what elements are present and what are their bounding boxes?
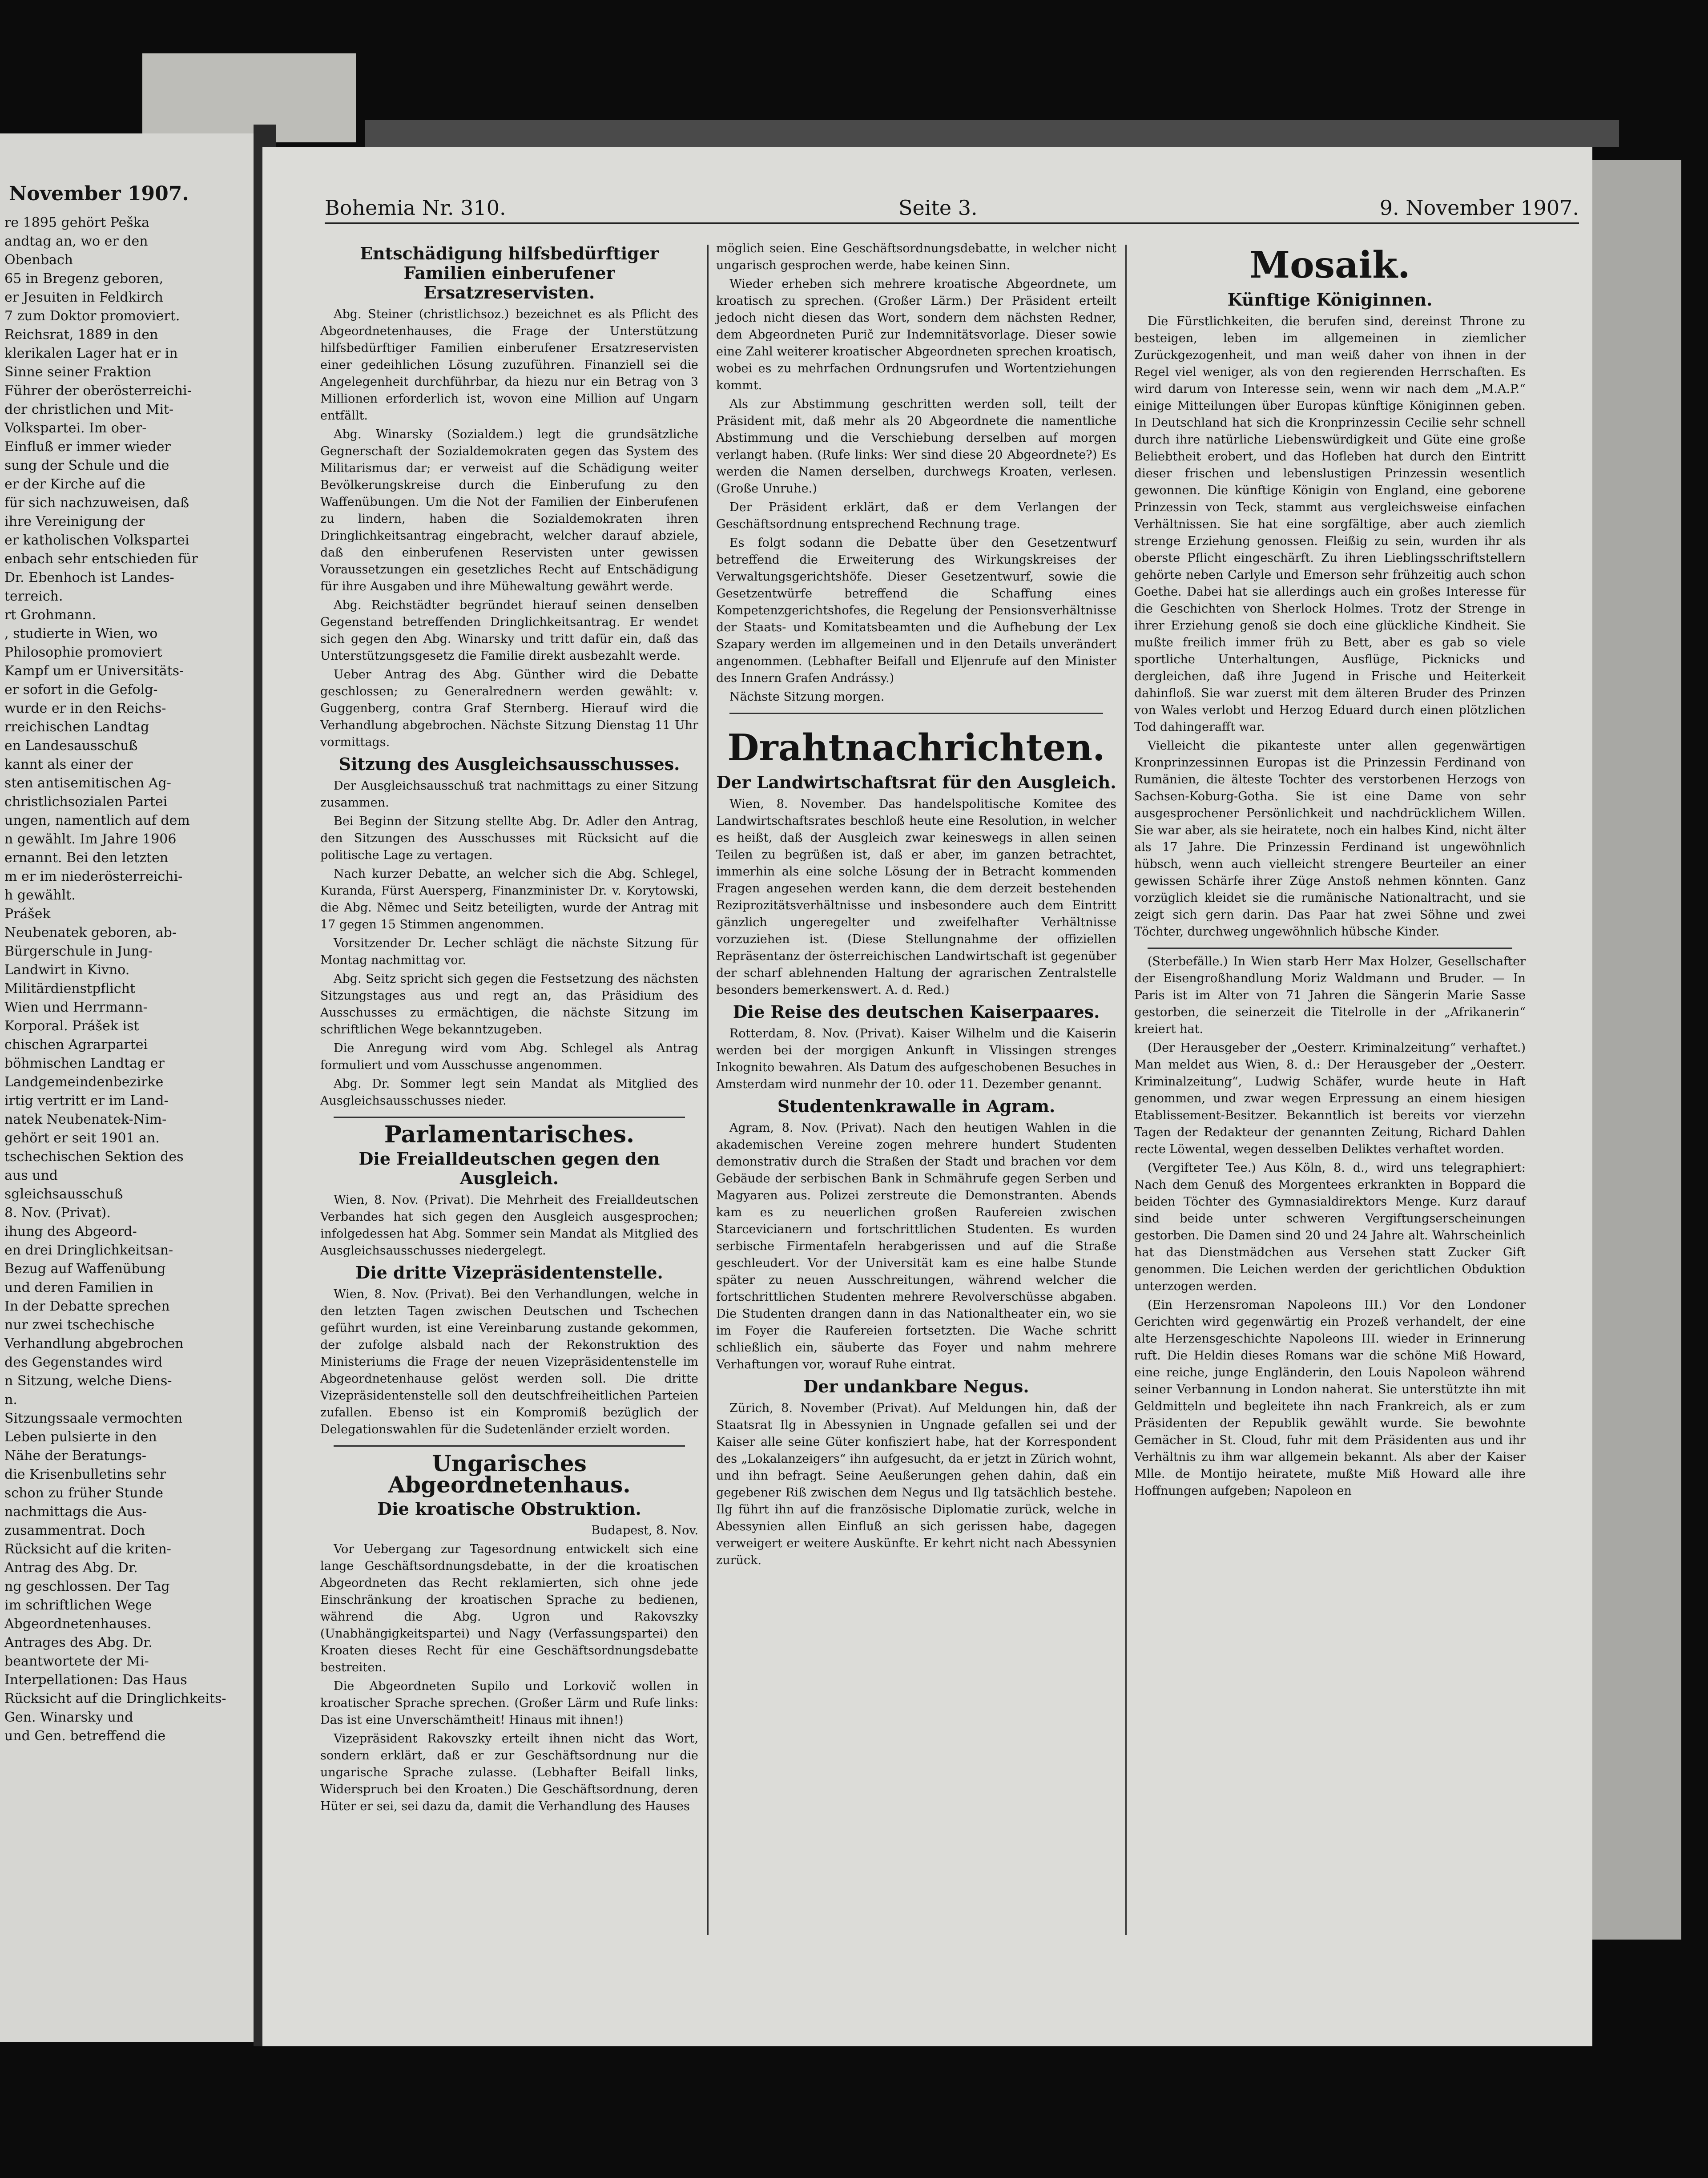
left-page-line: en Landesausschuß <box>4 738 138 754</box>
section-rule <box>334 1117 685 1118</box>
left-page-line: Korporal. Prášek ist <box>4 1018 139 1034</box>
headline-sitzung: Sitzung des Ausgleichsausschusses. <box>338 754 680 774</box>
headline-landwirtschaftsrat: Der Landwirtschaftsrat für den Ausgleich. <box>716 772 1116 792</box>
left-page-line: Prášek <box>4 906 51 922</box>
article-paragraph: (Der Herausgeber der „Oesterr. Kriminalzeitung“ verhaftet.) Man meldet aus Wien, 8. d.: Der Herausgeber der „Oesterr. Kriminalzeitung“, Ludwig Schäfer, wurde heute in Haft genommen, und zwar wegen Erpressung an einem hiesigen Etablissement-Besitzer. Bekanntlich ist bereits vor vierzehn Tagen der Redakteur der genannten Zeitung, Richard Dahlen recte Löwental, wegen desselben Deliktes verhaftet worden. <box>1134 1041 1526 1156</box>
left-page-text <box>4 214 245 1746</box>
headline-studentenkrawalle: Studentenkrawalle in Agram. <box>777 1096 1055 1116</box>
article-paragraph: (Sterbefälle.) In Wien starb Herr Max Holzer, Gesellschafter der Eisengroßhandlung Moriz Waldmann und Bruder. — In Paris ist im Alter von 71 Jahren die Sängerin Marie Sasse gestorben, die seinerzeit die Titelrolle in der „Afrikanerin“ kreiert hat. <box>1134 955 1526 1036</box>
left-page-line: In der Debatte sprechen <box>4 1299 170 1314</box>
left-page-line: en drei Dringlichkeitsan- <box>4 1242 173 1258</box>
section-title-drahtnachrichten: Drahtnachrichten. <box>727 726 1105 769</box>
left-page-line: Einfluß er immer wieder <box>4 439 171 455</box>
article-paragraph: (Ein Herzensroman Napoleons III.) Vor den Londoner Gerichten wird gegenwärtig ein Prozeß verhandelt, der eine alte Herzensgeschichte Napoleons III. wieder in Erinnerung ruft. Die Heldin dieses Romans war die schöne Miß Howard, eine reiche, junge Engländerin, den Louis Napoleon während seiner Verbannung in London naherat. Sie unterstützte ihn mit Geldmitteln und begleitete ihn nach Frankreich, als er zum Präsidenten der Republik gewählt wurde. Sie bewohnte Gemächer in St. Cloud, fuhr mit dem Präsidenten aus und ihr Verhältnis zu ihm war allgemein bekannt. Als aber der Kaiser Mlle. de Montijo heiratete, mußte Miß Howard alle ihre Hoffnungen aufgeben; Napoleon en <box>1134 1298 1526 1498</box>
left-page-line: 7 zum Doktor promoviert. <box>4 308 180 324</box>
left-page-line: Abgeordnetenhauses. <box>4 1616 152 1632</box>
left-page-line: des Gegenstandes wird <box>4 1355 163 1370</box>
underlying-page <box>1592 160 1681 1940</box>
left-page-line: Reichsrat, 1889 in den <box>4 327 158 343</box>
left-page-line: Nähe der Beratungs- <box>4 1448 147 1464</box>
article-paragraph: Der Präsident erklärt, daß er dem Verlangen der Geschäftsordnung entsprechend Rechnung trage. <box>716 500 1116 531</box>
left-page-line: gehört er seit 1901 an. <box>4 1130 160 1146</box>
article-paragraph: Der Ausgleichsausschuß trat nachmittags zu einer Sitzung zusammen. <box>320 779 698 810</box>
headline-vizepraesident: Die dritte Vizepräsidentenstelle. <box>355 1262 663 1283</box>
article-paragraph: Wien, 8. November. Das handelspolitische Komitee des Landwirtschaftsrates beschloß heute eine Resolution, in welcher es heißt, daß der Ausgleich zwar keineswegs in allen seinen Teilen zu begrüßen ist, daß er aber, im ganzen betrachtet, immerhin als eine solche Lösung der in Betracht kommenden Fragen angesehen werden kann, die dem derzeit bestehenden Reziprozitätsverhältnisse und insbesondere auch dem Eintritt gänzlich ungeregelter und zweifelhafter Verhältnisse vorzuziehen ist. (Diese Stellungnahme der offiziellen Repräsentanz der österreichischen Landwirtschaft ist gegenüber der scharf ablehnenden Haltung der agrarischen Zentralstelle besonders bemerkenswert. A. d. Red.) <box>716 797 1116 997</box>
left-page-line: Gen. Winarsky und <box>4 1710 133 1725</box>
left-page-line: christlichsozialen Partei <box>4 794 168 810</box>
binding-clamp <box>142 53 356 142</box>
section-rule <box>334 1445 685 1447</box>
left-page-line: und deren Familien in <box>4 1280 153 1295</box>
left-page-line: und Gen. betreffend die <box>4 1728 166 1744</box>
article-paragraph: (Vergifteter Tee.) Aus Köln, 8. d., wird uns telegraphiert: Nach dem Genuß des Morgentees erkrankten in Boppard die beiden Töchter des Gymnasialdirektors Menge. Kurz darauf sind beide unter schweren Vergiftungserscheinungen gestorben. Die Damen sind 20 und 24 Jahre alt. Wahrscheinlich hat das Dienstmädchen aus Versehen statt Zucker Gift genommen. Die Leichen werden der gerichtlichen Obduktion unterzogen werden. <box>1134 1161 1526 1293</box>
left-page-line: terreich. <box>4 589 63 604</box>
left-page-line: natek Neubenatek-Nim- <box>4 1112 167 1127</box>
left-page-line: , studierte in Wien, wo <box>4 626 158 641</box>
article-paragraph: Zürich, 8. November (Privat). Auf Meldungen hin, daß der Staatsrat Ilg in Abessynien in Ungnade gefallen sei und der Kaiser alle seine Güter konfisziert habe, hat der Korrespondent des „Lokalanzeigers“ ihn aufgesucht, da er jetzt in Zürich wohnt, und ihn befragt. Seine Aeußerungen gehen dahin, daß ein gegebener Riß zwischen dem Negus und Ilg tatsächlich bestehe. Ilg führt ihn auf die französische Diplomatie zurück, welche in Abessynien allen Einfluß an sich gerissen habe, dagegen verweigert er weitere Auskünfte. Er kehrt nicht nach Abessynien zurück. <box>716 1401 1116 1567</box>
left-page-line: nachmittags die Aus- <box>4 1504 147 1520</box>
article-paragraph: Vorsitzender Dr. Lecher schlägt die nächste Sitzung für Montag nachmittag vor. <box>320 936 698 967</box>
newspaper-page <box>262 147 1592 2046</box>
left-page-line: h gewählt. <box>4 887 76 903</box>
column-1 <box>320 240 698 1817</box>
section-rule <box>1148 948 1512 949</box>
article-paragraph: Abg. Dr. Sommer legt sein Mandat als Mitglied des Ausgleichsausschusses nieder. <box>320 1077 698 1108</box>
left-page-line: Sinne seiner Fraktion <box>4 364 152 380</box>
left-page-line: der christlichen und Mit- <box>4 402 174 417</box>
left-page-line: ng geschlossen. Der Tag <box>4 1579 170 1594</box>
left-page-line: nur zwei tschechische <box>4 1317 155 1333</box>
header-publication: Bohemia Nr. 310. <box>325 196 506 220</box>
left-page-line: n Sitzung, welche Diens- <box>4 1373 172 1389</box>
section-title-parlamentarisches: Parlamentarisches. <box>384 1121 635 1148</box>
left-page-line: wurde er in den Reichs- <box>4 701 166 716</box>
section-title-mosaik: Mosaik. <box>1249 244 1410 286</box>
article-paragraph: Als zur Abstimmung geschritten werden soll, teilt der Präsident mit, daß mehr als 20 Abgeordnete die namentliche Abstimmung und die Verschiebung derselben auf morgen verlangt haben. (Rufe links: Wer sind diese 20 Abgeordnete?) Es werden die Namen derselben, durchwegs Kroaten, verlesen. (Große Unruhe.) <box>716 397 1116 496</box>
left-page-line: er Jesuiten in Feldkirch <box>4 290 163 305</box>
left-page-line: enbach sehr entschieden für <box>4 551 198 567</box>
left-page-line: Volkspartei. Im ober- <box>4 420 147 436</box>
left-page-line: Landwirt in Kivno. <box>4 962 130 978</box>
article-paragraph: möglich seien. Eine Geschäftsordnungsdebatte, in welcher nicht ungarisch gesprochen werde, habe keinen Sinn. <box>716 242 1116 272</box>
article-paragraph: Die Abgeordneten Supilo und Lorkovič wollen in kroatischer Sprache sprechen. (Großer Lärm und Rufe links: Das ist eine Unverschämtheit! Hinaus mit ihnen!) <box>320 1679 698 1727</box>
left-page-line: rt Grohmann. <box>4 607 97 623</box>
left-page-line: Dr. Ebenhoch ist Landes- <box>4 570 174 585</box>
left-page-line: Landgemeindenbezirke <box>4 1074 164 1090</box>
left-page-line: Antrag des Abg. Dr. <box>4 1560 138 1576</box>
left-page-line: Militärdienstpflicht <box>4 981 136 996</box>
left-page-line: Philosophie promoviert <box>4 645 162 660</box>
left-page-line: rreichischen Landtag <box>4 719 149 735</box>
page-header <box>325 196 1579 224</box>
column-separator <box>707 245 709 1935</box>
article-paragraph: Rotterdam, 8. Nov. (Privat). Kaiser Wilhelm und die Kaiserin werden bei der morgigen Ankunft in Vlissingen strenges Inkognito bewahren. Als Datum des aufgeschobenen Besuches in Amsterdam wird nunmehr der 10. oder 11. Dezember genannt. <box>716 1027 1116 1091</box>
left-page-line: Führer der oberösterreichi- <box>4 383 192 399</box>
article-paragraph: Nach kurzer Debatte, an welcher sich die Abg. Schlegel, Kuranda, Fürst Auersperg, Finanzminister Dr. v. Korytowski, die Abg. Němec und Seitz beteiligten, wurde der Antrag mit 17 gegen 15 Stimmen angenommen. <box>320 867 698 932</box>
left-page-line: Wien und Herrmann- <box>4 1000 148 1015</box>
left-page-line: aus und <box>4 1168 58 1183</box>
headline-negus: Der undankbare Negus. <box>803 1376 1029 1396</box>
article-paragraph: Vizepräsident Rakovszky erteilt ihnen nicht das Wort, sondern erklärt, daß er zur Geschäftsordnung nur die ungarische Sprache zulasse. (Lebhafter Beifall links, Widerspruch bei den Kroaten.) Die Geschäftsordnung, deren Hüter er sei, sei dazu da, damit die Verhandlung des Hauses <box>320 1732 698 1813</box>
headline-koeniginnen: Künftige Königinnen. <box>1227 290 1433 310</box>
column-separator <box>1125 245 1127 1935</box>
left-page-line: n gewählt. Im Jahre 1906 <box>4 831 177 847</box>
left-page-line: Rücksicht auf die Dringlichkeits- <box>4 1691 226 1706</box>
article-paragraph: Es folgt sodann die Debatte über den Gesetzentwurf betreffend die Erweiterung des Wirkungskreises der Verwaltungsgerichtshöfe. Dieser Gesetzentwurf, sowie die Gesetzentwürfe betreffend die Schaffung eines Kompetenzgerichtshofes, die Regelung der Pensionsverhältnisse der Staats- und Komitatsbeamten und die Aufhebung der Lex Szapary werden im allgemeinen und in den Details unverändert angenommen. (Lebhafter Beifall und Eljenrufe auf den Minister des Innern Grafen Andrássy.) <box>716 536 1116 685</box>
headline-entschaedigung: Entschädigung hilfsbedürftiger Familien einberufener Ersatzreservisten. <box>360 243 659 302</box>
left-page-line: ungen, namentlich auf dem <box>4 813 190 828</box>
left-page-line: kannt als einer der <box>4 757 133 772</box>
left-page-line: Sitzungssaale vermochten <box>4 1411 183 1426</box>
left-page-line: m er im niederösterreichi- <box>4 869 183 884</box>
left-page-line: Rücksicht auf die kriten- <box>4 1541 171 1557</box>
left-page-line: Verhandlung abgebrochen <box>4 1336 184 1351</box>
left-page-line: Leben pulsierte in den <box>4 1429 157 1445</box>
left-page-line: beantwortete der Mi- <box>4 1654 149 1669</box>
article-paragraph: Abg. Seitz spricht sich gegen die Festsetzung des nächsten Sitzungstages aus und regt an, das Präsidium des Ausschusses zu ermächtigen, die nächste Sitzung im schriftlichen Wege bekanntzugeben. <box>320 972 698 1037</box>
left-page-line: Bezug auf Waffenübung <box>4 1261 166 1277</box>
left-page-line: sgleichsausschuß <box>4 1186 123 1202</box>
article-paragraph: Abg. Winarsky (Sozialdem.) legt die grundsätzliche Gegnerschaft der Sozialdemokraten gegen das System des Militarismus dar; er verweist auf die Schädigung weiter Bevölkerungskreise durch die Einberufung zu den Waffenübungen. Um die Not der Familien der Einberufenen zu lindern, haben die Sozialdemokraten ihren Dringlichkeitsantrag eingebracht, welcher darauf abziele, daß den einberufenen Reservisten unter gewissen Voraussetzungen ein gesetzliches Recht auf Entschädigung für ihre Ausgaben und ihre Mühewaltung gewährt werde. <box>320 428 698 593</box>
left-page-line: re 1895 gehört Peška <box>4 215 149 230</box>
left-page-line: im schriftlichen Wege <box>4 1597 152 1613</box>
column-2 <box>716 240 1116 1571</box>
left-page-line: Obenbach <box>4 252 73 268</box>
left-page-line: Bürgerschule in Jung- <box>4 944 153 959</box>
left-page-line: klerikalen Lager hat er in <box>4 346 178 361</box>
article-paragraph: Die Fürstlichkeiten, die berufen sind, dereinst Throne zu besteigen, leben im allgemeinen in ziemlicher Zurückgezogenheit, und man weiß daher von ihnen in der Regel viel weniger, als von den regierenden Herrschaften. Es wird darum von Interesse sein, wenn wir nach dem „M.A.P.“ einige Mitteilungen über Europas künftige Königinnen geben. In Deutschland hat sich die Kronprinzessin Cecilie sehr schnell durch ihre natürliche Liebenswürdigkeit und Güte eine große Beliebtheit erobert, und das Hofleben hat durch den Eintritt dieser frischen und lebenslustigen Prinzessin wesentlich gewonnen. Die künftige Königin von England, eine geborene Prinzessin von Teck, stammt aus vergleichsweise einfachen Verhältnissen. Sie hat eine sorgfältige, aber auch ziemlich strenge Erziehung genossen. Fleißig zu sein, wurden ihr als oberste Pflicht eingeschärft. Zu ihren Lieblingsschriftstellern gehörte neben Carlyle und Emerson sehr frühzeitig auch schon Goethe. Dabei hat sie allerdings auch ein großes Interesse für die Geschichten von Sherlock Holmes. Trotz der Strenge in ihrer Erziehung genoß sie doch eine glückliche Kindheit. Sie mußte freilich immer früh zu Bett, aber es gab so viele sportliche Unterhaltungen, Ausflüge, Picknicks und dergleichen, daß ihre Jugend in Frische und Heiterkeit dahinfloß. Sie war zuerst mit dem älteren Bruder des Prinzen von Wales verlobt und Herzog Eduard durch einen plötzlichen Tod dahingerafft war. <box>1134 315 1526 734</box>
left-page-line: Kampf um er Universitäts- <box>4 663 184 679</box>
article-paragraph: Ueber Antrag des Abg. Günther wird die Debatte geschlossen; zu Generalrednern werden gewählt: v. Guggenberg, contra Graf Sternberg. Hierauf wird die Verhandlung abgebrochen. Nächste Sitzung Dienstag 11 Uhr vormittags. <box>320 668 698 749</box>
left-page-line: Antrages des Abg. Dr. <box>4 1635 153 1650</box>
article-paragraph: Abg. Steiner (christlichsoz.) bezeichnet es als Pflicht des Abgeordnetenhauses, die Frage der Unterstützung hilfsbedürftiger Familien einberufener Ersatzreservisten einer gedeihlichen Lösung zuzuführen. Finanziell sei die Angelegenheit durchführbar, da hiezu nur ein Betrag von 3 Millionen erforderlich ist, wovon eine Million auf Ungarn entfällt. <box>320 307 698 423</box>
left-page-line: Neubenatek geboren, ab- <box>4 925 177 940</box>
left-page-line: schon zu früher Stunde <box>4 1485 164 1501</box>
article-paragraph: Die Anregung wird vom Abg. Schlegel als Antrag formuliert und vom Ausschusse angenommen. <box>320 1041 698 1072</box>
article-paragraph: Wieder erheben sich mehrere kroatische Abgeordnete, um kroatisch zu sprechen. (Großer Lärm.) Der Präsident erteilt jedoch nicht diesen das Wort, sondern dem nächsten Redner, dem Abgeordneten Purič zur Indemnitätsvorlage. Dieser sowie eine Zahl weiterer kroatischer Abgeordneten sprechen kroatisch, wobei es zu mehrfachen Ordnungsrufen und Wortentziehungen kommt. <box>716 277 1116 392</box>
left-page-line: böhmischen Landtag er <box>4 1056 165 1071</box>
left-page-line: 65 in Bregenz geboren, <box>4 271 164 286</box>
header-page-number: Seite 3. <box>898 196 978 220</box>
headline-obstruktion: Die kroatische Obstruktion. <box>377 1499 641 1519</box>
left-page-line: irtig vertritt er im Land- <box>4 1093 169 1109</box>
article-paragraph: Vor Uebergang zur Tagesordnung entwickelt sich eine lange Geschäftsordnungsdebatte, in der die kroatischen Abgeordneten das Recht reklamierten, sich ohne jede Einschränkung der kroatischen Sprache zu bedienen, während die Abg. Ugron und Rakovszky (Unabhängigkeitspartei) und Nagy (Verfassungspartei) den Kroaten dieses Recht für eine Geschäftsordnungsdebatte bestreiten. <box>320 1542 698 1674</box>
article-paragraph: Abg. Reichstädter begründet hierauf seinen denselben Gegenstand betreffenden Dringlichkeitsantrag. Er wendet sich gegen den Abg. Winarsky und tritt dafür ein, daß das Unterstützungsgesetz die Familie direkt ausbezahlt werde. <box>320 598 698 663</box>
article-paragraph: Wien, 8. Nov. (Privat). Die Mehrheit des Freialldeutschen Verbandes hat sich gegen den Ausgleich ausgesprochen; infolgedessen hat Abg. Sommer sein Mandat als Mitglied des Ausgleichsausschusses niedergelegt. <box>320 1193 698 1258</box>
left-page-line: ernannt. Bei den letzten <box>4 850 169 866</box>
left-page-line: für sich nachzuweisen, daß <box>4 495 189 511</box>
column-3 <box>1134 240 1526 1501</box>
left-page-line: n. <box>4 1392 17 1408</box>
page-top-shadow <box>365 120 1619 147</box>
left-page <box>0 133 254 2042</box>
article-paragraph: Vielleicht die pikanteste unter allen gegenwärtigen Kronprinzessinnen Europas ist die Prinzessin Ferdinand von Rumänien, die älteste Tochter des verstorbenen Herzogs von Sachsen-Koburg-Gotha. Sie ist eine Dame von sehr ausgesprochener Persönlichkeit und nachdrücklichem Willen. Sie war aber, als sie heiratete, noch ein halbes Kind, nicht älter als 17 Jahre. Die Prinzessin Ferdinand ist ungewöhnlich hübsch, wenn auch vielleicht strengere Beurteiler an einer gewissen Schärfe ihrer Züge Anstoß nehmen könnten. Ganz vorzüglich kleidet sie die rumänische Nationaltracht, und sie zeigt sich gern darin. Das Paar hat zwei Söhne und zwei Töchter, durchweg ungewöhnlich hübsche Kinder. <box>1134 739 1526 939</box>
dateline: Budapest, 8. Nov. <box>591 1524 698 1537</box>
headline-kaiserpaar: Die Reise des deutschen Kaiserpaares. <box>733 1002 1100 1022</box>
left-page-line: er der Kirche auf die <box>4 476 145 492</box>
article-paragraph: Nächste Sitzung morgen. <box>729 690 885 704</box>
left-page-line: er sofort in die Gefolg- <box>4 682 158 698</box>
left-page-line: sten antisemitischen Ag- <box>4 775 171 791</box>
headline-freialldeutsche: Die Freialldeutschen gegen den Ausgleich. <box>359 1149 660 1188</box>
left-page-header: November 1907. <box>9 182 189 205</box>
left-page-line: chischen Agrarpartei <box>4 1037 148 1053</box>
left-page-line: ihung des Abgeord- <box>4 1224 137 1239</box>
left-page-line: 8. Nov. (Privat). <box>4 1205 111 1221</box>
left-page-line: die Krisenbulletins sehr <box>4 1467 166 1482</box>
left-page-line: zusammentrat. Doch <box>4 1523 145 1538</box>
article-paragraph: Agram, 8. Nov. (Privat). Nach den heutigen Wahlen in die akademischen Vereine zogen mehrere hundert Studenten demonstrativ durch die Straßen der Stadt und brachen vor dem Gebäude der serbischen Bank in Schmährufe gegen Serben und Magyaren aus. Polizei zerstreute die Demonstranten. Abends kam es zu neuerlichen großen Raufereien zwischen Starcevicianern und fortschrittlichen Studenten. Es wurden serbische Firmentafeln herabgerissen und auf die Straße geschleudert. Vor der Universität kam es eine halbe Stunde später zu neuen Ausschreitungen, während welcher die fortschrittlichen Studenten mehrere Revolverschüsse abgaben. Die Studenten drangen dann in das Nationaltheater ein, wo sie im Foyer die Raufereien fortsetzten. Die Wache schritt schließlich ein, säuberte das Foyer und nahm mehrere Verhaftungen vor, worauf Ruhe eintrat. <box>716 1121 1116 1371</box>
left-page-line: Interpellationen: Das Haus <box>4 1672 187 1688</box>
left-page-line: er katholischen Volkspartei <box>4 532 189 548</box>
left-page-line: ihre Vereinigung der <box>4 514 145 529</box>
section-title-ungarisches: Ungarisches Abgeordnetenhaus. <box>388 1450 631 1498</box>
article-paragraph: Bei Beginn der Sitzung stellte Abg. Dr. Adler den Antrag, den Sitzungen des Ausschusses mit Rücksicht auf die politische Lage zu vertagen. <box>320 815 698 862</box>
article-paragraph: Wien, 8. Nov. (Privat). Bei den Verhandlungen, welche in den letzten Tagen zwischen Deutschen und Tschechen geführt wurden, ist eine Vereinbarung zustande gekommen, der zufolge alsbald nach der Rekonstruktion des Ministeriums die Frage der neuen Vizepräsidentenstelle im Abgeordnetenhause gelöst werden soll. Die dritte Vizepräsidentenstelle soll den deutschfreiheitlichen Parteien zufallen. Ebenso ist ein Kompromiß bezüglich der Delegationswahlen für die Sudetenländer erzielt worden. <box>320 1287 698 1436</box>
left-page-line: andtag an, wo er den <box>4 234 148 249</box>
section-rule <box>729 713 1103 714</box>
left-page-line: sung der Schule und die <box>4 458 169 473</box>
left-page-line: tschechischen Sektion des <box>4 1149 184 1165</box>
header-date: 9. November 1907. <box>1379 196 1579 220</box>
